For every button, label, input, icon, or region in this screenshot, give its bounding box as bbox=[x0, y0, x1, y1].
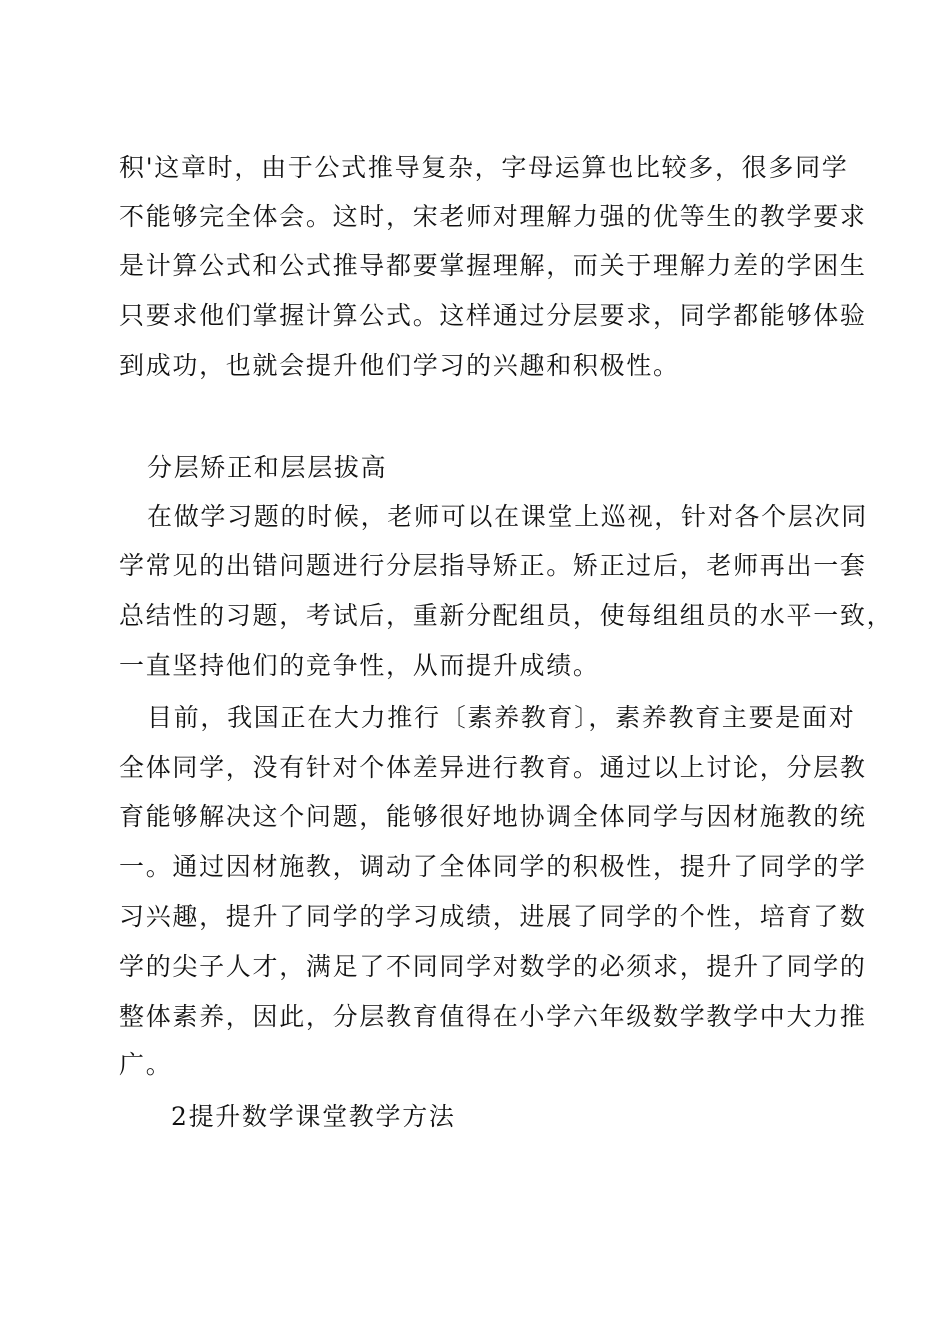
paragraph-line: 只要求他们掌握计算公式。这样通过分层要求，同学都能够体验 bbox=[119, 301, 867, 330]
paragraph-line: 积'这章时，由于公式推导复杂，字母运算也比较多，很多同学 bbox=[119, 153, 849, 182]
paragraph-line: 是计算公式和公式推导都要掌握理解，而关于理解力差的学困生 bbox=[119, 251, 867, 280]
section-heading: 分层矫正和层层拔高 bbox=[147, 453, 388, 482]
paragraph-line: 一直坚持他们的竞争性，从而提升成绩。 bbox=[119, 651, 600, 680]
paragraph-line: 习兴趣，提升了同学的学习成绩，进展了同学的个性，培育了数 bbox=[119, 902, 867, 931]
paragraph-line: 学的尖子人才，满足了不同同学对数学的必须求，提升了同学的 bbox=[119, 952, 867, 981]
paragraph-line: 一。通过因材施教，调动了全体同学的积极性，提升了同学的学 bbox=[119, 852, 867, 881]
paragraph-line: 育能够解决这个问题，能够很好地协调全体同学与因材施教的统 bbox=[119, 802, 867, 831]
paragraph-line: 到成功，也就会提升他们学习的兴趣和积极性。 bbox=[119, 351, 680, 380]
paragraph-line: 总结性的习题，考试后，重新分配组员，使每组组员的水平一致， bbox=[119, 601, 894, 630]
section-heading: 2提升数学课堂教学方法 bbox=[171, 1102, 456, 1131]
paragraph-line: 不能够完全体会。这时，宋老师对理解力强的优等生的教学要求 bbox=[119, 202, 867, 231]
paragraph-line: 学常见的出错问题进行分层指导矫正。矫正过后，老师再出一套 bbox=[119, 551, 867, 580]
paragraph-line: 目前，我国正在大力推行〔素养教育〕，素养教育主要是面对 bbox=[147, 703, 856, 732]
paragraph-line: 整体素养，因此，分层教育值得在小学六年级数学教学中大力推 bbox=[119, 1002, 867, 1031]
paragraph-line: 全体同学，没有针对个体差异进行教育。通过以上讨论，分层教 bbox=[119, 753, 867, 782]
paragraph-line: 广。 bbox=[119, 1050, 173, 1079]
paragraph-line: 在做学习题的时候，老师可以在课堂上巡视，针对各个层次同 bbox=[147, 502, 868, 531]
